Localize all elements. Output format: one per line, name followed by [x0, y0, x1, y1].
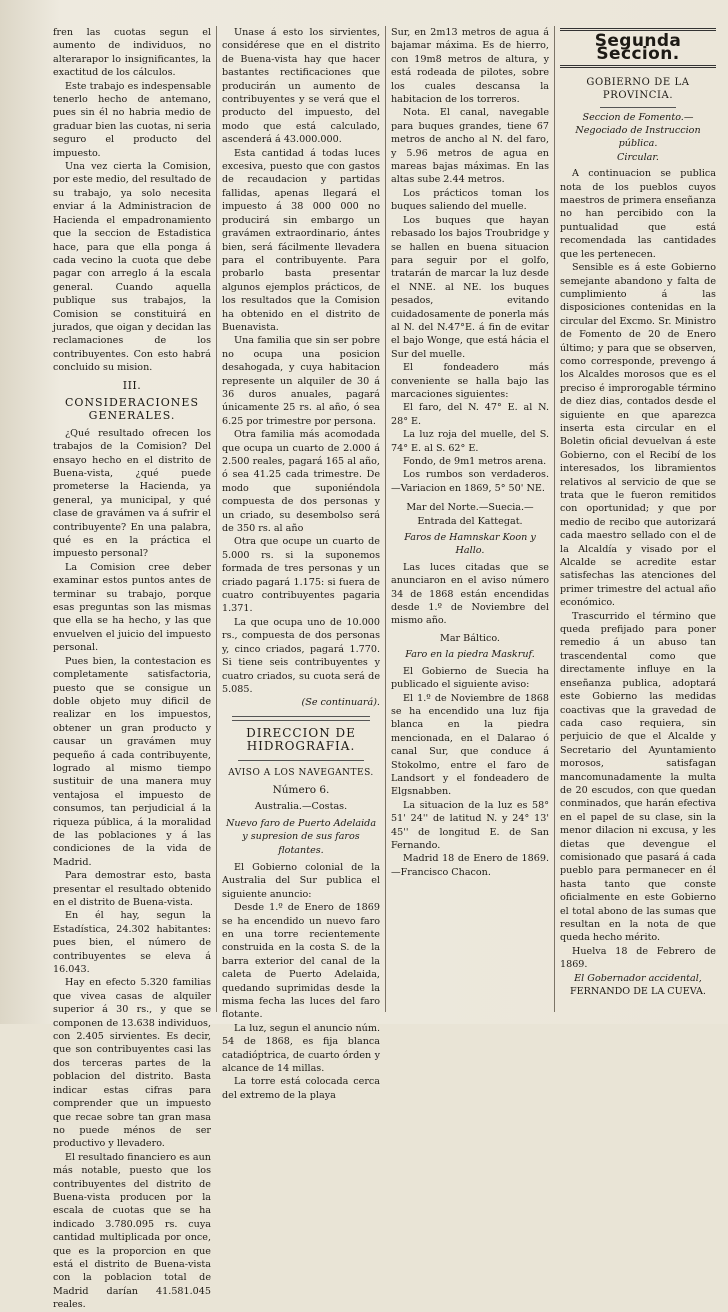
notice-subtitle: Faros de Hamnskar Koon y Hallo.: [404, 532, 536, 557]
paragraph: Sensible es á este Gobierno semejante abandono y falta de cumplimiento á las disposiciones contenidas en la circular del Excmo. Sr. Ministro de Fomento de 20 de Enero último; y para que se observen, como corresponde, prevengo á los Alcaldes morosos que es el preciso é improrogable término de diez dias, contados desde el siguiente en que aparezca inserta esta circular en el Boletin oficial devuelvan á este Gobierno, con el Recibí de los interesados, los libramientos relativos al servicio de que se trata que le fueron remitidos con oportunidad; y que por medio de recibo que autorizará cada maestro sellado con el de la Alcaldía y visado por el Alcalde se acredite estar satisfechas las atenciones del primer trimestre del actual año económico.: [560, 262, 716, 609]
notice-place: Mar del Norte.—Suecia.—Entrada del Kattegat.: [406, 502, 534, 527]
paragraph: El 1.º de Noviembre de 1868 se ha encendido una luz fija blanca en la piedra mencionada, en el Dalarao ó canal Sur, que conduce á Stokolmo, entre el faro de Landsort y el fondeadero de Elgsnabben.: [391, 692, 549, 798]
paragraph: El Gobierno colonial de la Australia del Sur publica el siguiente anuncio:: [222, 861, 380, 900]
paragraph: Este trabajo es indespensable tenerlo hecho de antemano, pues sin él no habria medio de graduar bien las cuotas, ni seria seguro el producto del impuesto.: [53, 80, 211, 159]
section-title: CONSIDERACIONES GENERALES.: [65, 395, 199, 423]
section-header: Segunda Seccion.: [560, 28, 716, 68]
paragraph: La luz, segun el anuncio núm. 54 de 1868, es fija blanca catadióptrica, de cuarto órden y alcance de 14 millas.: [222, 1022, 380, 1075]
paragraph: fren las cuotas segun el aumento de individuos, no alterarapor lo insignificantes, la exactitud de los cálculos.: [53, 27, 211, 79]
paragraph: Los rumbos son verdaderos.—Variacion en 1869, 5° 50' NE.: [391, 469, 549, 494]
section-number: III.: [122, 378, 142, 392]
section-title: DIRECCION DE HIDROGRAFIA.: [246, 725, 356, 754]
paragraph: Otra que ocupe un cuarto de 5.000 rs. si la suponemos formada de tres personas y un criado pagará 1.175: si fuera de cuatro contribuyentes pagaria 1.371.: [222, 536, 380, 615]
paragraph: Una vez cierta la Comision, por este medio, del resultado de su trabajo, ya solo necesita enviar á la Administracion de Hacienda el empadronamiento que la seccion de Estadistica hace, para que ella ponga á cada vecino la cuota que debe pagar con arreglo á la escala general. Cuando aquella publique sus trabajos, la Comision se constituirá en jurados, que oigan y decidan las reclamaciones de los contribuyentes. Con esto habrá concluido su mision.: [53, 161, 211, 374]
continuation-note: (Se continuará).: [301, 697, 380, 709]
paragraph: Esta cantidad á todas luces excesiva, puesto que con gastos de recaudacion y partidas fallidas, apenas llegará el impuesto á 38 000 000 no producirá sin embargo un gravámen extraordinario, ántes bien, será fácilmente llevadera para el contribuyente. Para probarlo basta presentar algunos ejemplos prácticos, de los resultados que la Comision ha obtenido en el distrito de Buenavista.: [222, 147, 380, 333]
paragraph: Desde 1.º de Enero de 1869 se ha encendido un nuevo faro en una torre recientemente construida en la costa S. de la barra exterior del canal de la caleta de Puerto Adelaida, quedando suprimidas desde la misma fecha las luces del faro flotante.: [222, 902, 380, 1021]
paragraph: Nota. El canal, navegable para buques grandes, tiene 67 metros de ancho al N. del faro, y 5.96 metros de agua en mareas bajas máximas. En las altas sube 2.44 metros.: [391, 107, 549, 186]
paragraph: Pues bien, la contestacion es completamente satisfactoria, puesto que se consigue un doble objeto muy dificil de realizar en los impuestos, obtener un gran producto y causar un gravámen muy pequeño á cada contribuyente, logrado al mismo tiempo sustituir de una manera muy ventajosa el impuesto de consumos, tan perjudicial á la riqueza pública, á la moralidad de las poblaciones y á las condiciones de la vida de Madrid.: [53, 655, 211, 868]
notice-place: Mar Báltico.: [440, 632, 500, 644]
column-3: [386, 26, 554, 1012]
paragraph: El resultado financiero es aun más notable, puesto que los contribuyentes del distrito de Buena-vista producen por la escala de cuotas que se ha indicado 3.780.095 rs. cuya cantidad multiplicada por once, que es la proporcion en que está el distrito de Buena-vista con la poblacion total de Madrid darían 41.581.045 reales.: [53, 1151, 211, 1311]
columns: [48, 26, 718, 1311]
paragraph: Los buques que hayan rebasado los bajos Troubridge y se hallen en buena situacion para seguir por el golfo, tratarán de marcar la luz desde el NNE. al NE. los buques pesados, evitando cuidadosamente de ponerla más al N. del N.47°E. á fin de evitar el bajo Wonge, que está hácia el Sur del muelle.: [391, 214, 549, 360]
paragraph: La situacion de la luz es 58° 51' 24'' de latitud N. y 24° 13' 45'' de longitud E. de San Fernando.: [391, 799, 549, 851]
divider: [232, 716, 370, 721]
paragraph: A continuacion se publica nota de los pueblos cuyos maestros de primera enseñanza no han percibido con la puntualidad que está recomendada las cantidades que les pertenecen.: [560, 168, 716, 260]
paragraph: La Comision cree deber examinar estos puntos antes de terminar su trabajo, porque esas preguntas son las mismas que ella se ha hecho, y las que envuelven el juicio del impuesto personal.: [53, 561, 211, 654]
signer-title: El Gobernador accidental,: [574, 972, 702, 984]
date-line: Huelva 18 de Febrero de 1869.: [560, 945, 716, 971]
column-1: [48, 26, 216, 1311]
paragraph: Fondo, de 9m1 metros arena.: [403, 456, 547, 467]
notice-place: Australia.—Costas.: [254, 801, 348, 813]
paragraph: Hay en efecto 5.320 familias que vivea casas de alquiler superior á 30 rs., y que se componen de 13.638 individuos, con 2.405 sirvientes. Es decir, que son contribuyentes casi las dos terceras partes de la poblacion del distrito. Basta indicar estas cifras para comprender que un impuesto que recae sobre tan gran masa no puede ménos de ser productivo y llevadero.: [53, 977, 211, 1150]
paragraph: Una familia que sin ser pobre no ocupa una posicion desahogada, y cuya habitacion represente un alquiler de 30 á 36 duros anuales, pagará únicamente 25 rs. al año, ó sea 6.25 por trimestre por persona.: [222, 335, 380, 427]
notice-number: Número 6.: [272, 783, 330, 796]
paragraph: El fondeadero más conveniente se halla bajo las marcaciones siguientes:: [391, 362, 549, 400]
paragraph: Otra familia más acomodada que ocupa un cuarto de 2.000 á 2.500 reales, pagará 165 al año, ó sea 41.25 cada trimestre. De modo que suponiéndola compuesta de dos personas y un criado, su desembolso será de 350 rs. al año: [222, 429, 380, 535]
paragraph: ¿Qué resultado ofrecen los trabajos de la Comision? Del ensayo hecho en el distrito de Buena-vista, ¿qué puede prometerse la Hacienda, ya general, ya municipal, y qué clase de gravámen va á sufrir el contribuyente? En una palabra, qué es en la práctica el impuesto personal?: [53, 427, 211, 560]
paragraph: La torre está colocada cerca del extremo de la playa: [222, 1076, 380, 1101]
notice-subtitle: Faro en la piedra Maskruf.: [405, 649, 535, 661]
signoff: Madrid 18 de Enero de 1869.—Francisco Chacon.: [391, 853, 549, 878]
paragraph: Unase á esto los sirvientes, considérese que en el distrito de Buena-vista hay que hacer bastantes rectificaciones que producirán un aumento de contribuyentes y se verá que el producto del impuesto, del modo que está calculado, ascenderá á 43.000.000.: [222, 27, 380, 146]
paragraph: Trascurrido el término que queda prefijado para poner remedio á un abuso tan trascendental como que directamente influye en la enseñanza publica, adoptará este Gobierno las medidas coactivas que la gravedad de cada caso requiera, sin perjuicio de que el Alcalde y Secretario del Ayuntamiento morosos, satisfagan mancomunadamente la multa de 20 escudos, con que quedan conminados, que harán efectiva en el papel de su clase, sin la menor dilacion ni excusa, y les dietas que devengue el comisionado que pasará á cada pueblo para permanecer en él hasta tanto que conste oficialmente en este Gobierno el total abono de las sumas que resultan en la nota de que queda hecho mérito.: [560, 610, 716, 944]
column-2: [217, 26, 385, 1101]
paragraph: Las luces citadas que se anunciaron en el aviso número 34 de 1868 están encendidas desde 1.º de Noviembre del mismo año.: [391, 561, 549, 627]
paragraph: El faro, del N. 47° E. al N. 28° E.: [391, 402, 549, 427]
signer-name: FERNANDO DE LA CUEVA.: [570, 986, 706, 998]
paragraph: La que ocupa uno de 10.000 rs., compuesta de dos personas y, cinco criados, pagará 1.770. Si tiene seis contribuyentes y cuatro criados, su cuota será de 5.085.: [222, 616, 380, 695]
paragraph: Sur, en 2m13 metros de agua á bajamar máxima. Es de hierro, con 19m8 metros de altura, y está rodeada de pilotes, sobre los cuales descansa la habitacion de los torreros.: [391, 27, 549, 106]
divider: [600, 107, 676, 108]
government-title: GOBIERNO DE LA PROVINCIA.: [586, 76, 690, 102]
notice-title: AVISO A LOS NAVEGANTES.: [228, 767, 374, 778]
paragraph: La luz roja del muelle, del S. 74° E. al S. 62° E.: [391, 429, 549, 454]
notice-subtitle: Nuevo faro de Puerto Adelaida y supresion de sus faros flotantes.: [225, 817, 377, 856]
subhead: Seccion de Fomento.—Negociado de Instruccion pública.: [575, 111, 701, 150]
paragraph: Para demostrar esto, basta presentar el resultado obtenido en el distrito de Buena-vista.: [53, 870, 211, 908]
divider: [238, 760, 364, 761]
paragraph: En él hay, segun la Estadística, 24.302 habitantes: pues bien, el número de contribuyentes se eleva á 16.043.: [53, 910, 211, 976]
column-4: [555, 26, 721, 1012]
paragraph: Los prácticos toman los buques saliendo del muelle.: [391, 187, 549, 213]
circular-label: Circular.: [617, 151, 659, 163]
paragraph: El Gobierno de Suecia ha publicado el siguiente aviso:: [391, 665, 549, 691]
